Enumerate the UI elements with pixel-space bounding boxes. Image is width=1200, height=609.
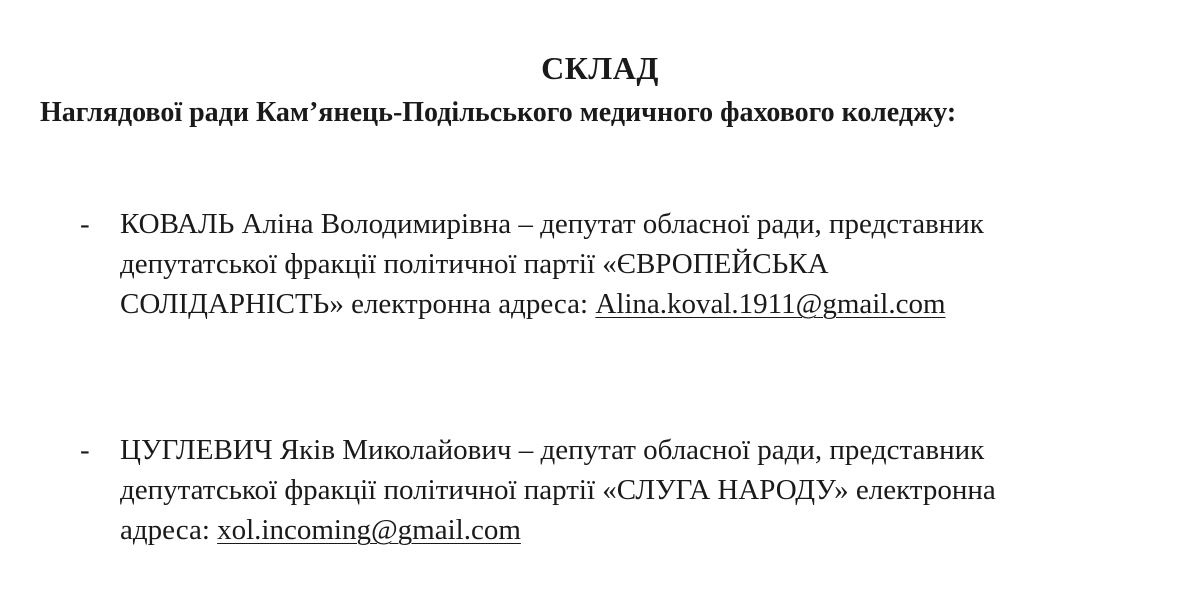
list-bullet: - — [80, 208, 90, 240]
member-line-with-email — [120, 510, 1180, 550]
member-line: ЦУГЛЕВИЧ Яків Миколайович – депутат обласної ради, представник — [120, 434, 985, 466]
email-link-koval[interactable]: Alina.koval.1911@gmail.com — [595, 288, 946, 320]
email-label: СОЛІДАРНІСТЬ» електронна адреса: — [120, 288, 596, 320]
member-description — [120, 430, 1180, 550]
list-bullet: - — [80, 434, 90, 466]
document-subtitle: Наглядової ради Кам’янець-Подільського медичного фахового коледжу: — [40, 97, 957, 128]
member-line: депутатської фракції політичної партії «ЄВРОПЕЙСЬКА — [120, 248, 829, 280]
member-line: депутатської фракції політичної партії «СЛУГА НАРОДУ» електронна — [120, 474, 996, 506]
member-line-with-email — [120, 284, 1180, 324]
member-description — [120, 204, 1180, 324]
member-line: КОВАЛЬ Аліна Володимирівна – депутат обласної ради, представник — [120, 208, 984, 240]
email-label: адреса: — [120, 514, 218, 546]
document-title: СКЛАД — [541, 50, 659, 86]
email-link-tsuglevych[interactable]: xol.incoming@gmail.com — [217, 514, 521, 546]
